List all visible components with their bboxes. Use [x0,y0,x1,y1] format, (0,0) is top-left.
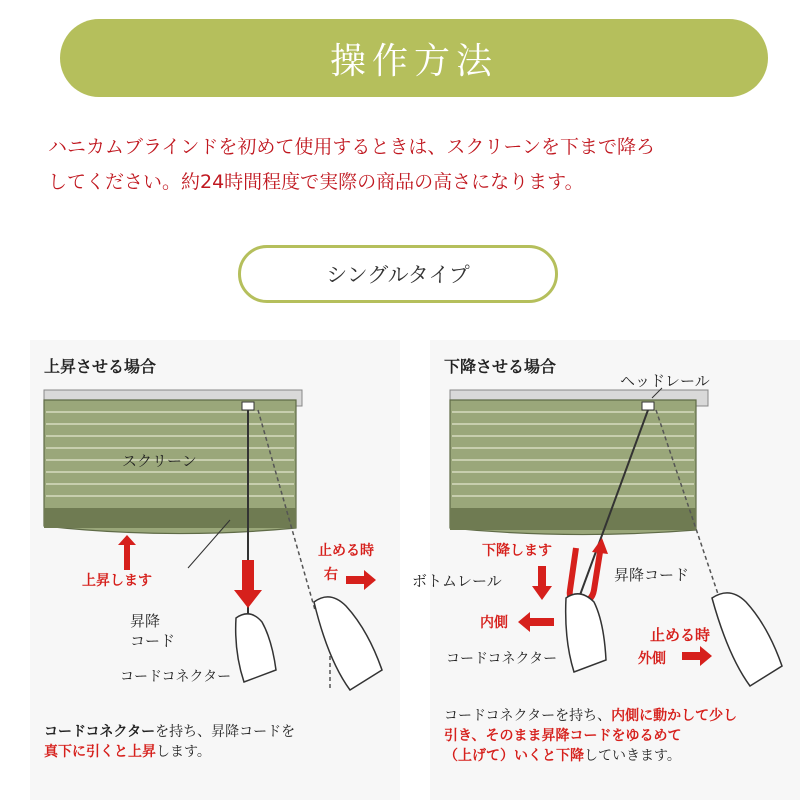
inside-label: 内側 [480,615,508,631]
caption-part: コードコネクターを持ち、 [444,708,612,724]
lower-arrow-icon [532,566,552,600]
intro-line-2: してください。約24時間程度で実際の商品の高さになります。 [48,171,584,193]
connector-label: コードコネクター [446,651,558,667]
panel-title: 上昇させる場合 [44,357,157,376]
caption-emphasis: （上げて）いくと下降 [444,748,584,764]
section-title: 操作方法 [329,40,498,82]
caption-emphasis: 内側に動かして少し [611,708,738,724]
cord-pulley [642,402,654,410]
lower-caption [444,706,794,766]
caption-part: を持ち、昇降コードを [155,724,296,740]
panel-title: 下降させる場合 [444,357,557,376]
hand-icon [566,594,606,672]
rise-arrow-icon [118,535,136,570]
intro-text [48,130,760,200]
type-label: シングルタイプ [326,263,470,287]
cord-label: 昇降コード [614,566,690,584]
bottom-rail-label: ボトムレール [412,572,502,590]
cord-pulley [242,402,254,410]
caption-part: します。 [156,744,211,760]
raise-instructions-panel [30,340,400,800]
caption-part: していきます。 [584,748,681,764]
hand-stop-icon [712,593,782,686]
connector-label: コードコネクター [120,669,232,685]
hand-icon [236,614,276,682]
bottom-pleats [44,508,296,528]
right-arrow-icon [346,570,376,590]
cord-label-line-2: コード [130,632,176,650]
pull-down-arrow-icon [234,560,262,608]
outside-label: 外側 [638,651,666,667]
cord-label-line-1: 昇降 [130,612,161,630]
right-label: 右 [324,567,338,583]
intro-line-1: ハニカムブラインドを初めて使用するときは、スクリーンを下まで降ろ [48,136,656,158]
stop-label: 止める時 [318,543,374,559]
hand-stop-icon [314,597,382,690]
inside-arrow-icon [518,612,554,632]
caption-part: コードコネクター [44,724,156,740]
raise-caption [44,722,394,762]
section-title-banner [60,19,768,97]
caption-emphasis: 引き、そのまま昇降コードをゆるめて [444,728,682,744]
lower-instructions-panel [412,340,800,800]
type-label-pill [238,245,558,303]
caption-emphasis: 真下に引くと上昇 [44,744,156,760]
bottom-pleats [450,508,696,530]
rise-label: 上昇します [82,573,152,589]
screen-label: スクリーン [122,452,197,470]
lower-label: 下降します [482,543,552,559]
outside-arrow-icon [682,646,712,666]
headrail-label: ヘッドレール [620,372,710,390]
stop-label: 止める時 [650,626,711,644]
